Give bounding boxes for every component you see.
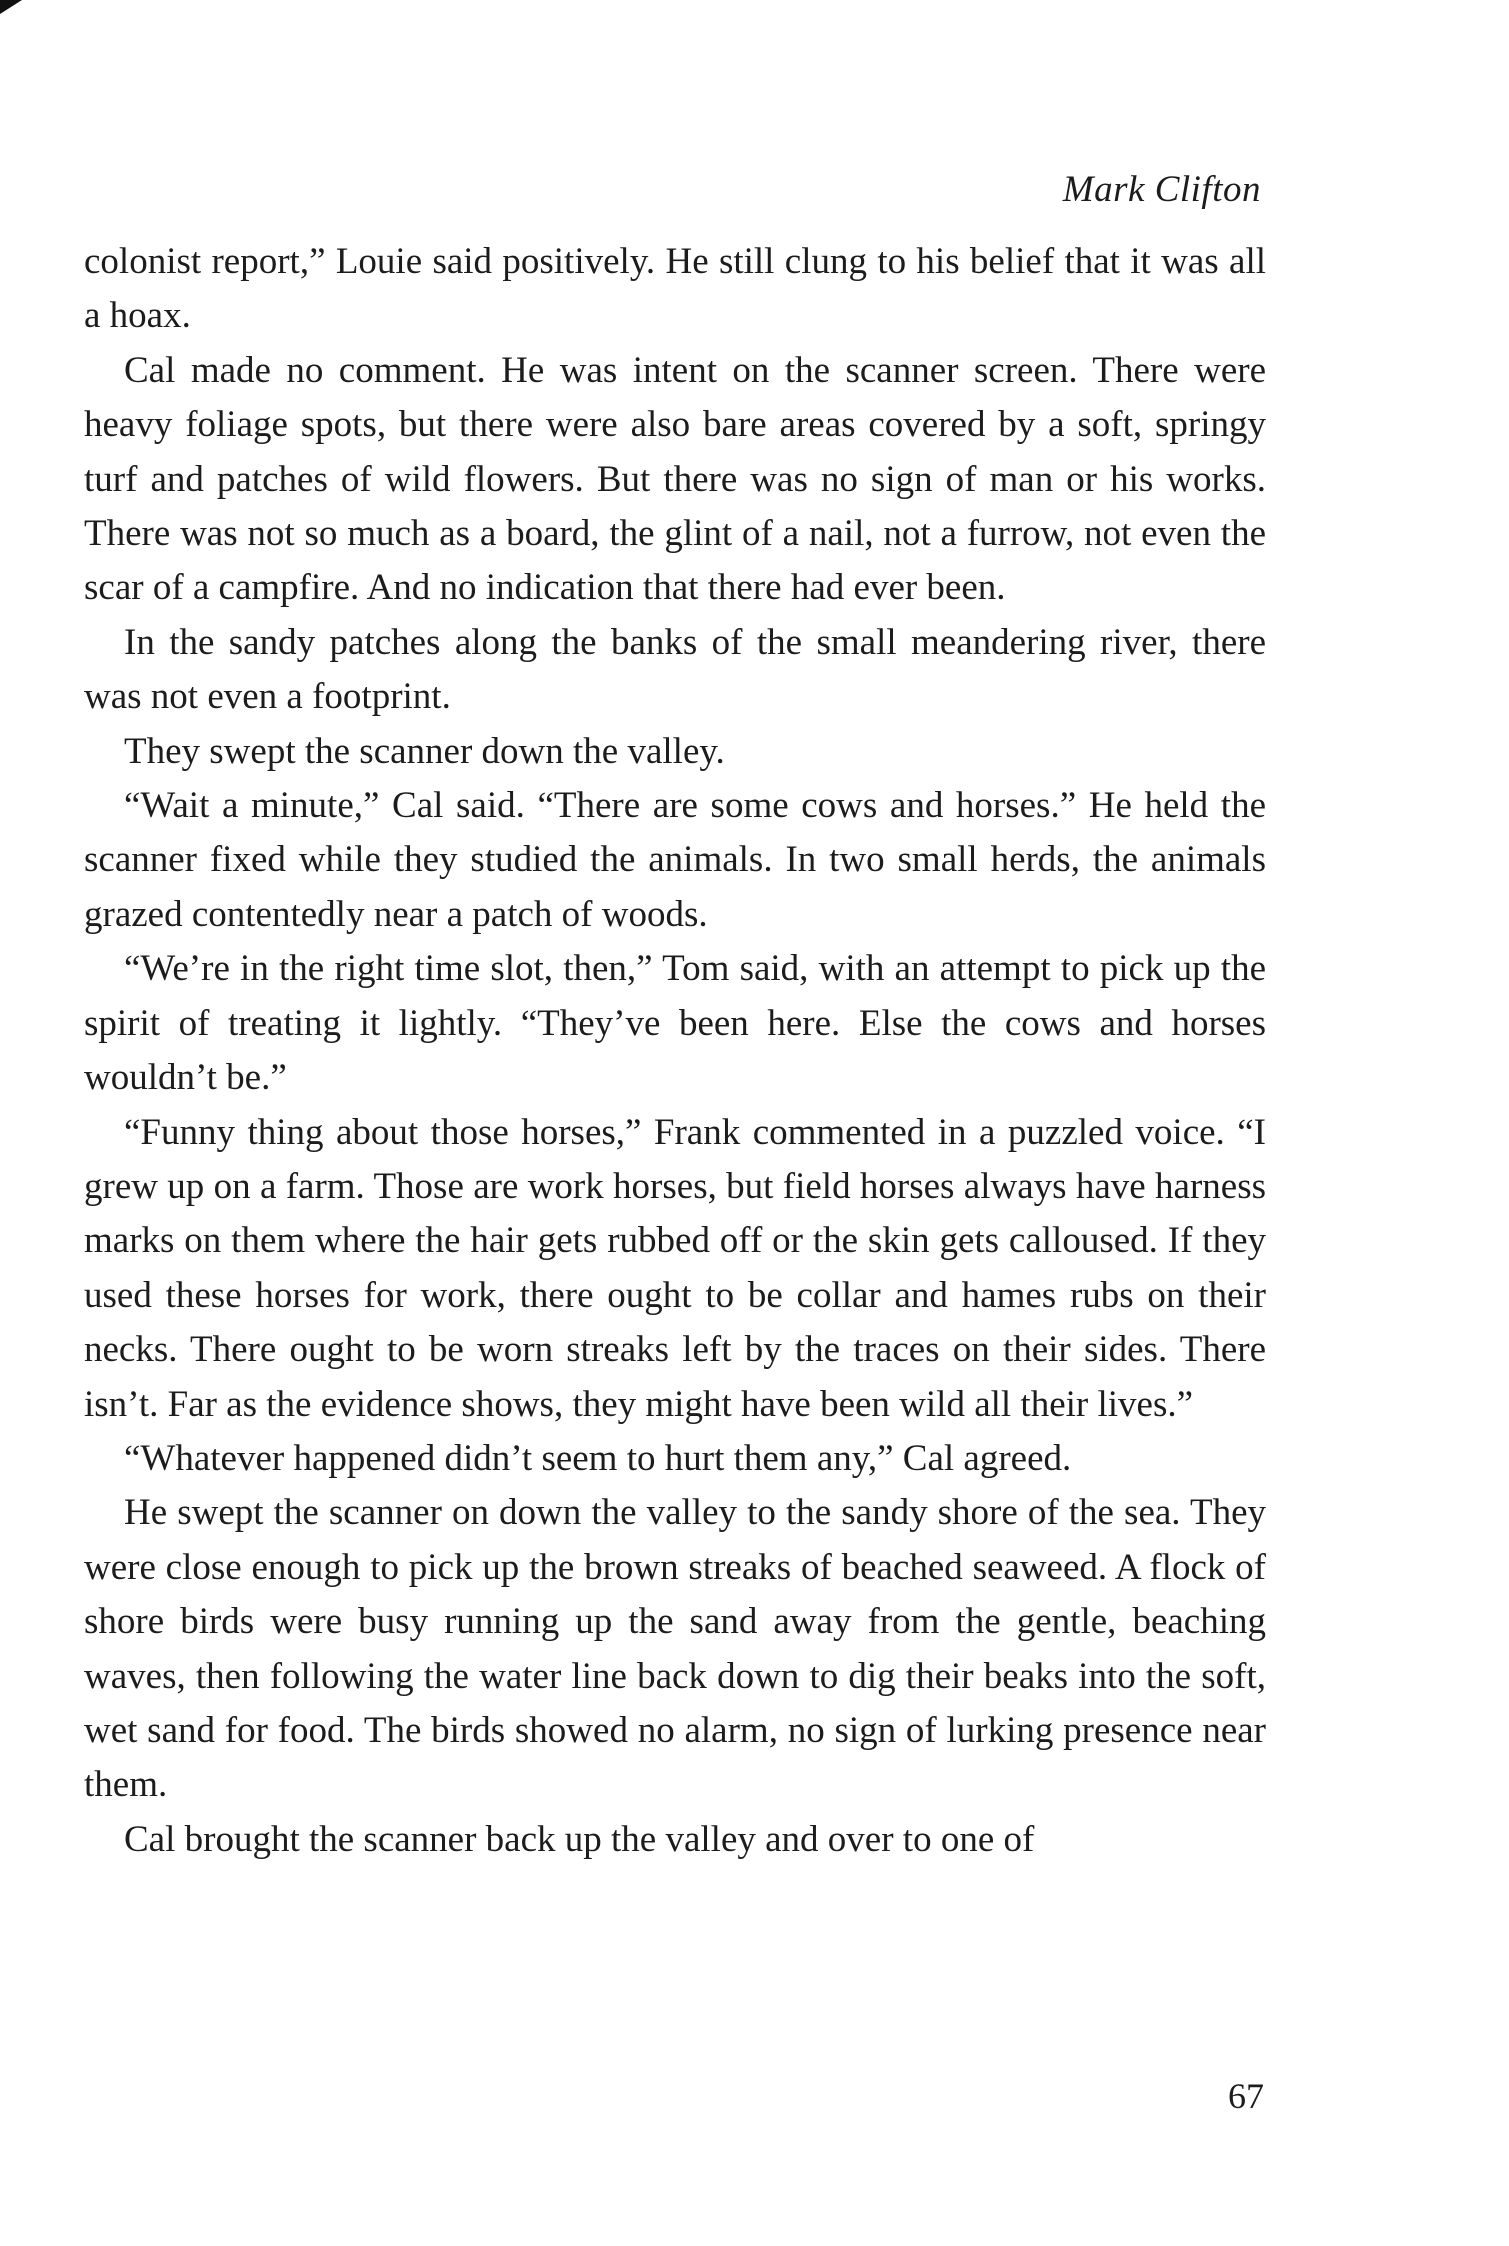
page-corner-mark — [0, 0, 22, 14]
body-text — [84, 235, 1266, 1867]
paragraph: Cal made no comment. He was intent on the scanner screen. There were heavy foliage spots, but there were also bare areas covered by a soft, springy turf and patches of wild flowers. But there was no sign of man or his works. There was not so much as a board, the glint of a nail, not a furrow, not even the scar of a campfire. And no indication that there had ever been. — [84, 349, 1266, 609]
paragraph-continued: colonist report,” Louie said positively. He still clung to his belief that it was all a hoax. — [84, 241, 1266, 337]
paragraph: “Whatever happened didn’t seem to hurt them any,” Cal agreed. — [124, 1437, 1072, 1479]
paragraph: They swept the scanner down the valley. — [124, 730, 725, 772]
paragraph: “We’re in the right time slot, then,” Tom said, with an attempt to pick up the spirit of treating it lightly. “They’ve been here. Else the cows and horses wouldn’t be.” — [84, 948, 1266, 1099]
paragraph: In the sandy patches along the banks of the small meandering river, there was not even a footprint. — [84, 621, 1266, 718]
page-number: 67 — [1228, 2076, 1264, 2116]
paragraph: He swept the scanner on down the valley to the sandy shore of the sea. They were close enough to pick up the brown streaks of beached seaweed. A flock of shore birds were busy running up the sand away from the gentle, beaching waves, then following the water line back down to dig their beaks into the soft, wet sand for food. The birds showed no alarm, no sign of lurking presence near them. — [84, 1492, 1266, 1806]
running-head-author: Mark Clifton — [1062, 169, 1261, 210]
paragraph: “Wait a minute,” Cal said. “There are some cows and horses.” He held the scanner fixed while they studied the animals. In two small herds, the animals grazed contentedly near a patch of woods. — [84, 785, 1266, 935]
paragraph: “Funny thing about those horses,” Frank commented in a puzzled voice. “I grew up on a farm. Those are work horses, but field horses always have harness marks on them where the hair gets rubbed off or the skin gets calloused. If they used these horses for work, there ought to be collar and hames rubs on their necks. There ought to be worn streaks left by the traces on their sides. There isn’t. Far as the evidence shows, they might have been wild all their lives.” — [84, 1111, 1266, 1425]
paragraph: Cal brought the scanner back up the valley and over to one of — [124, 1818, 1035, 1860]
